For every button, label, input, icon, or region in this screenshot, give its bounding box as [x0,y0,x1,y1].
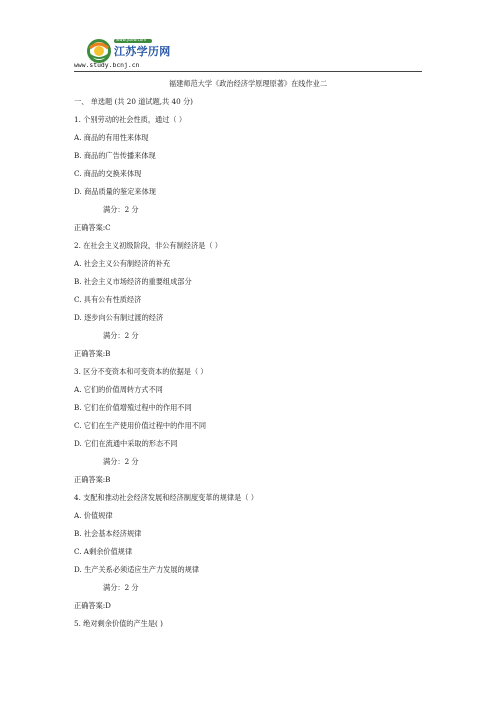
option-d: D. 它们在流通中采取的形态不同 [74,439,178,448]
option-c: C. 它们在生产使用价值过程中的作用不同 [74,421,207,430]
question-score: 满分：2 分 [103,457,139,466]
logo-top-text: www.jsxlw.com [116,37,147,42]
option-b: B. 它们在价值增殖过程中的作用不同 [74,403,192,412]
question-stem: 5. 绝对剩余价值的产生是( ) [74,619,163,628]
option-b: B. 商品的广告传播来体现 [74,151,156,160]
question-score: 满分：2 分 [103,583,139,592]
option-a: A. 它们的价值周转方式不同 [74,385,163,394]
correct-answer: 正确答案:B [74,475,111,484]
document-title: 福建师范大学《政治经济学原理原著》在线作业二 [168,79,328,88]
option-a: A. 社会主义公有制经济的补充 [74,259,171,268]
question-score: 满分：2 分 [103,205,139,214]
section-heading: 一、 单选题 (共 20 道试题,共 40 分) [74,97,193,106]
correct-answer: 正确答案:C [74,223,111,232]
option-b: B. 社会主义市场经济的重要组成部分 [74,277,192,286]
option-a: A. 价值规律 [74,511,113,520]
question-score: 满分：2 分 [103,331,139,340]
question-stem: 3. 区分不变资本和可变资本的依据是（ ） [74,367,208,376]
option-a: A. 商品的有用性来体现 [74,133,149,142]
question-stem: 2. 在社会主义初级阶段，非公有制经济是（ ） [74,241,222,250]
option-c: C. 具有公有性质经济 [74,295,142,304]
correct-answer: 正确答案:D [74,601,111,610]
option-b: B. 社会基本经济规律 [74,529,142,538]
header-divider [74,71,422,72]
site-url[interactable]: www.study.bcnj.cn [74,61,140,69]
option-c: C. 商品的交换来体现 [74,169,142,178]
option-d: D. 逐步向公有制过渡的经济 [74,313,164,322]
option-c: C. A剩余价值规律 [74,547,133,556]
question-stem: 1. 个别劳动的社会性质，通过（ ） [74,115,187,124]
option-d: D. 商品质量的鉴定来体现 [74,187,156,196]
correct-answer: 正确答案:B [74,349,111,358]
option-d: D. 生产关系必须适应生产力发展的规律 [74,565,200,574]
logo-brand-text: 江苏学历网 [114,45,171,58]
question-stem: 4. 支配和推动社会经济发展和经济制度变革的规律是（ ） [74,493,258,502]
